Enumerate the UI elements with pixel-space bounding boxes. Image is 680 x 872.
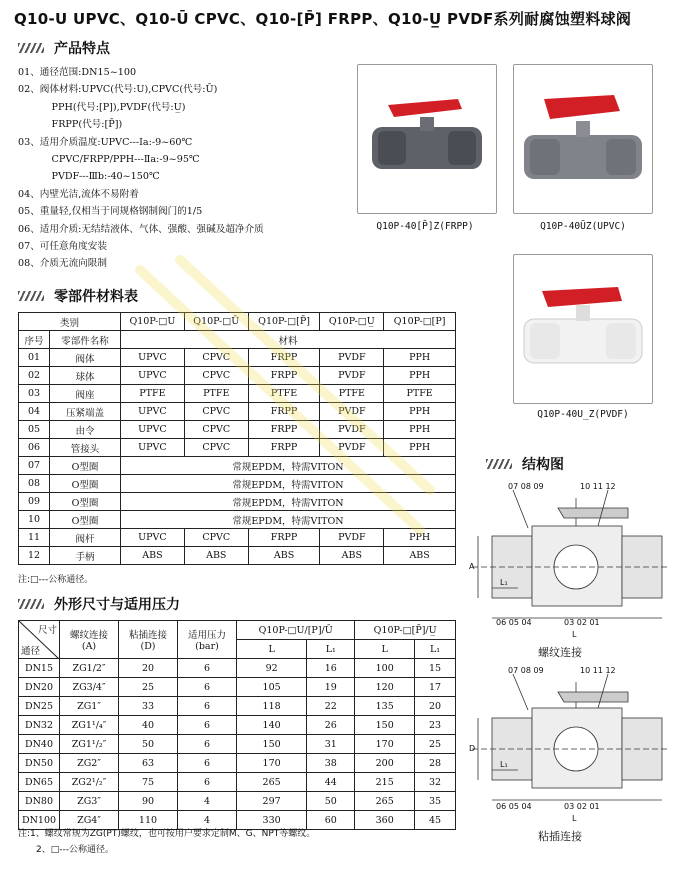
- table-cell: 150: [355, 716, 415, 735]
- table-cell: 265: [237, 773, 307, 792]
- table-cell: ABS: [384, 547, 456, 565]
- table-cell: 265: [355, 792, 415, 811]
- table-cell: 38: [307, 754, 355, 773]
- feature-item: 02、阀体材料:UPVC(代号:U),CPVC(代号:Ū): [18, 84, 218, 96]
- corner-top: 尺寸: [37, 625, 57, 636]
- stripe-icon: [18, 43, 44, 53]
- valve-image: [514, 65, 652, 213]
- table-cell: 11: [19, 529, 50, 547]
- diagram-threaded: [468, 478, 673, 658]
- diagram-caption: 粘插连接: [538, 830, 582, 843]
- table-header: 类别: [19, 313, 121, 331]
- table-row: [19, 547, 456, 565]
- table-cell: 常规EPDM，特需VITON: [121, 457, 456, 475]
- table-cell: 360: [355, 811, 415, 830]
- table-cell: O型圈: [50, 457, 121, 475]
- valve-image: [358, 65, 496, 213]
- table-cell: 09: [19, 493, 50, 511]
- section-materials-title: 零部件材料表: [54, 289, 138, 305]
- table-cell: 4: [178, 811, 237, 830]
- table-cell: 常规EPDM，特需VITON: [121, 493, 456, 511]
- section-materials-heading: [18, 286, 138, 306]
- table-cell: 75: [119, 773, 178, 792]
- valve-image: [514, 255, 652, 403]
- table-cell: PPH: [384, 529, 456, 547]
- table-cell: 31: [307, 735, 355, 754]
- feature-item: FRPP(代号:[P̄]): [18, 119, 123, 131]
- table-cell: ABS: [320, 547, 384, 565]
- feature-item: 05、重量轻,仅相当于同规格钢制阀门的1/5: [18, 206, 203, 218]
- table-cell: 100: [355, 659, 415, 678]
- table-cell: FRPP: [248, 439, 320, 457]
- table-cell: 19: [307, 678, 355, 697]
- table-header: Q10P-□[P̄]: [248, 313, 320, 331]
- table-row: [19, 403, 456, 421]
- table-header: 螺纹连接 (A): [60, 621, 119, 659]
- table-cell: 08: [19, 475, 50, 493]
- table-row: [19, 773, 456, 792]
- table-cell: 4: [178, 792, 237, 811]
- table-cell: PVDF: [320, 529, 384, 547]
- table-cell: 90: [119, 792, 178, 811]
- dim-label: L₁: [500, 760, 508, 769]
- table-header: 粘插连接 (D): [119, 621, 178, 659]
- table-cell: 215: [355, 773, 415, 792]
- table-header: L₁: [415, 640, 456, 659]
- table-header: Q10P-□[P]: [384, 313, 456, 331]
- table-cell: UPVC: [121, 403, 185, 421]
- stripe-icon: [18, 291, 44, 301]
- dim-label: D: [469, 744, 476, 753]
- table-cell: PTFE: [384, 385, 456, 403]
- stripe-icon: [18, 599, 44, 609]
- table-cell: PVDF: [320, 349, 384, 367]
- table-cell: 200: [355, 754, 415, 773]
- table-cell: 球体: [50, 367, 121, 385]
- table-cell: ZG1/2″: [60, 659, 119, 678]
- table-cell: CPVC: [184, 439, 248, 457]
- dims-note-1: 注:1、螺纹常规为ZG(PT)螺纹，也可按用户要求定制M、G、NPT等螺纹。: [18, 829, 316, 839]
- table-cell: 170: [355, 735, 415, 754]
- table-header: Q10P-□U/[P]/Ū: [237, 621, 355, 640]
- table-header: L: [237, 640, 307, 659]
- table-cell: ZG2″: [60, 754, 119, 773]
- table-row: [19, 754, 456, 773]
- section-dimensions-title: 外形尺寸与适用压力: [54, 597, 180, 613]
- table-cell: PPH: [384, 367, 456, 385]
- table-header: L₁: [307, 640, 355, 659]
- table-cell: 07: [19, 457, 50, 475]
- table-cell: DN25: [19, 697, 60, 716]
- table-cell: 6: [178, 773, 237, 792]
- dim-label: A: [469, 562, 475, 571]
- table-cell: 140: [237, 716, 307, 735]
- table-cell: ZG3/4″: [60, 678, 119, 697]
- table-row: [19, 349, 456, 367]
- table-cell: PVDF: [320, 439, 384, 457]
- table-row: [19, 511, 456, 529]
- table-cell: 110: [119, 811, 178, 830]
- table-cell: DN32: [19, 716, 60, 735]
- table-cell: 44: [307, 773, 355, 792]
- table-cell: 92: [237, 659, 307, 678]
- table-cell: 12: [19, 547, 50, 565]
- table-cell: 105: [237, 678, 307, 697]
- table-cell: FRPP: [248, 349, 320, 367]
- table-cell: 25: [415, 735, 456, 754]
- table-cell: DN20: [19, 678, 60, 697]
- table-cell: 常规EPDM，特需VITON: [121, 475, 456, 493]
- table-cell: 118: [237, 697, 307, 716]
- table-row: [19, 735, 456, 754]
- diagram-label: 03 02 01: [564, 618, 600, 627]
- table-cell: ZG1″: [60, 697, 119, 716]
- table-cell: O型圈: [50, 475, 121, 493]
- table-row: [19, 493, 456, 511]
- valve-section-drawing: [468, 478, 673, 638]
- photo-pvdf-valve: [513, 254, 653, 404]
- diagram-label: 06 05 04: [496, 802, 532, 811]
- table-header: 零部件名称: [50, 331, 121, 349]
- table-cell: 297: [237, 792, 307, 811]
- table-cell: 常规EPDM，特需VITON: [121, 511, 456, 529]
- section-structure-heading: [486, 454, 564, 474]
- table-cell: PTFE: [121, 385, 185, 403]
- table-cell: PVDF: [320, 367, 384, 385]
- table-cell: 63: [119, 754, 178, 773]
- section-dimensions-heading: [18, 594, 180, 614]
- table-cell: 6: [178, 659, 237, 678]
- photo-upvc-valve: [513, 64, 653, 214]
- table-row: [19, 716, 456, 735]
- feature-item: 04、内壁光洁,流体不易附着: [18, 188, 139, 200]
- table-cell: DN15: [19, 659, 60, 678]
- table-cell: 01: [19, 349, 50, 367]
- table-cell: 压紧端盖: [50, 403, 121, 421]
- table-cell: DN65: [19, 773, 60, 792]
- table-cell: PVDF: [320, 421, 384, 439]
- table-cell: 15: [415, 659, 456, 678]
- table-cell: PPH: [384, 421, 456, 439]
- table-header: Q10P-□[P̄]/U̲: [355, 621, 456, 640]
- table-cell: UPVC: [121, 367, 185, 385]
- table-cell: DN100: [19, 811, 60, 830]
- table-header: Q10P-□U̲: [320, 313, 384, 331]
- table-cell: CPVC: [184, 529, 248, 547]
- table-cell: PTFE: [184, 385, 248, 403]
- table-cell: ABS: [248, 547, 320, 565]
- table-cell: 20: [119, 659, 178, 678]
- table-cell: 330: [237, 811, 307, 830]
- table-cell: CPVC: [184, 421, 248, 439]
- table-cell: FRPP: [248, 403, 320, 421]
- table-row: [19, 385, 456, 403]
- table-cell: PPH: [384, 439, 456, 457]
- photo-caption: Q10P-40U̲Z(PVDF): [537, 409, 629, 420]
- table-cell: 6: [178, 754, 237, 773]
- table-cell: 35: [415, 792, 456, 811]
- table-cell: 03: [19, 385, 50, 403]
- table-cell: UPVC: [121, 421, 185, 439]
- table-cell: ZG1¹/₂″: [60, 735, 119, 754]
- table-header: 材料: [121, 331, 456, 349]
- table-cell: DN50: [19, 754, 60, 773]
- photo-caption: Q10P-40ŪZ(UPVC): [540, 221, 626, 232]
- table-cell: UPVC: [121, 529, 185, 547]
- feature-item: 07、可任意角度安装: [18, 241, 107, 253]
- diagram-label: 07 08 09: [508, 666, 544, 675]
- table-row: [19, 529, 456, 547]
- table-cell: 10: [19, 511, 50, 529]
- table-cell: ZG3″: [60, 792, 119, 811]
- table-cell: UPVC: [121, 439, 185, 457]
- table-cell: 45: [415, 811, 456, 830]
- table-cell: 170: [237, 754, 307, 773]
- table-header: L: [355, 640, 415, 659]
- table-cell: 由令: [50, 421, 121, 439]
- table-row: [19, 439, 456, 457]
- page-title: Q10-U UPVC、Q10-Ū CPVC、Q10-[P̄] FRPP、Q10-U̲ PVDF系列耐腐蚀塑料球阀: [14, 10, 632, 28]
- table-cell: FRPP: [248, 367, 320, 385]
- table-row: [19, 678, 456, 697]
- table-cell: 150: [237, 735, 307, 754]
- feature-item: PVDF---Ⅲb:-40~150℃: [18, 171, 160, 183]
- table-cell: 16: [307, 659, 355, 678]
- table-header: Q10P-□Ū: [184, 313, 248, 331]
- corner-bottom: 通径: [21, 646, 41, 657]
- table-cell: 6: [178, 697, 237, 716]
- section-features-heading: [18, 38, 110, 58]
- section-structure-title: 结构图: [522, 457, 564, 473]
- table-cell: 17: [415, 678, 456, 697]
- table-cell: 管接头: [50, 439, 121, 457]
- table-cell: 6: [178, 716, 237, 735]
- table-cell: ZG1¹/₄″: [60, 716, 119, 735]
- table-cell: 20: [415, 697, 456, 716]
- table-header: 序号: [19, 331, 50, 349]
- table-cell: 26: [307, 716, 355, 735]
- table-cell: DN40: [19, 735, 60, 754]
- parts-material-table: [18, 312, 456, 565]
- table-cell: 阀体: [50, 349, 121, 367]
- table-cell: 23: [415, 716, 456, 735]
- table-corner: [19, 621, 60, 659]
- table-row: [19, 457, 456, 475]
- table-cell: ABS: [121, 547, 185, 565]
- table-cell: ABS: [184, 547, 248, 565]
- feature-item: 08、介质无流向限制: [18, 258, 107, 270]
- table-cell: O型圈: [50, 493, 121, 511]
- table-cell: UPVC: [121, 349, 185, 367]
- diagram-caption: 螺纹连接: [538, 646, 582, 659]
- table-cell: 06: [19, 439, 50, 457]
- feature-list: [18, 64, 264, 273]
- stripe-icon: [486, 459, 512, 469]
- feature-item: 01、通径范围:DN15~100: [18, 67, 137, 78]
- dimension-table: [18, 620, 456, 830]
- diagram-socket: [468, 666, 673, 846]
- diagram-label: 10 11 12: [580, 666, 616, 675]
- table-cell: ZG4″: [60, 811, 119, 830]
- table-cell: PVDF: [320, 403, 384, 421]
- diagram-label: 06 05 04: [496, 618, 532, 627]
- table-cell: 40: [119, 716, 178, 735]
- dim-label: L₁: [500, 578, 508, 587]
- table-cell: CPVC: [184, 367, 248, 385]
- diagram-label: 10 11 12: [580, 482, 616, 491]
- parts-note: 注:□---公称通径。: [18, 575, 94, 585]
- dim-label: L: [572, 630, 577, 639]
- feature-item: CPVC/FRPP/PPH---Ⅱa:-9~95℃: [18, 154, 200, 166]
- table-cell: 50: [307, 792, 355, 811]
- table-cell: ZG2¹/₂″: [60, 773, 119, 792]
- table-cell: PTFE: [248, 385, 320, 403]
- photo-frpp-valve: [357, 64, 497, 214]
- table-cell: 32: [415, 773, 456, 792]
- table-cell: 04: [19, 403, 50, 421]
- table-cell: 22: [307, 697, 355, 716]
- table-cell: 60: [307, 811, 355, 830]
- table-cell: 50: [119, 735, 178, 754]
- table-cell: PPH: [384, 403, 456, 421]
- dim-label: L: [572, 814, 577, 823]
- table-row: [19, 421, 456, 439]
- diagram-label: 07 08 09: [508, 482, 544, 491]
- table-row: [19, 792, 456, 811]
- table-cell: 25: [119, 678, 178, 697]
- table-cell: 阀座: [50, 385, 121, 403]
- table-cell: 33: [119, 697, 178, 716]
- table-cell: 02: [19, 367, 50, 385]
- table-cell: DN80: [19, 792, 60, 811]
- table-cell: 手柄: [50, 547, 121, 565]
- table-cell: FRPP: [248, 421, 320, 439]
- feature-item: PPH(代号:[P]),PVDF(代号:U̲): [18, 101, 186, 113]
- table-row: [19, 367, 456, 385]
- table-header: 适用压力 (bar): [178, 621, 237, 659]
- table-cell: 120: [355, 678, 415, 697]
- feature-item: 06、适用介质:无结结液体、气体、强酸、强碱及超净介质: [18, 223, 264, 235]
- table-cell: PPH: [384, 349, 456, 367]
- table-row: [19, 659, 456, 678]
- table-cell: FRPP: [248, 529, 320, 547]
- table-row: [19, 475, 456, 493]
- table-cell: 阀杆: [50, 529, 121, 547]
- diagram-label: 03 02 01: [564, 802, 600, 811]
- table-cell: CPVC: [184, 349, 248, 367]
- table-cell: 28: [415, 754, 456, 773]
- table-cell: 6: [178, 735, 237, 754]
- dims-note-2: 2、□---公称通径。: [36, 845, 114, 855]
- table-cell: O型圈: [50, 511, 121, 529]
- table-header: Q10P-□U: [121, 313, 185, 331]
- table-row: [19, 697, 456, 716]
- table-cell: 135: [355, 697, 415, 716]
- table-cell: PTFE: [320, 385, 384, 403]
- table-cell: 6: [178, 678, 237, 697]
- feature-item: 03、适用介质温度:UPVC---Ⅰa:-9~60℃: [18, 136, 193, 148]
- table-cell: CPVC: [184, 403, 248, 421]
- section-features-title: 产品特点: [54, 41, 110, 57]
- table-cell: 05: [19, 421, 50, 439]
- photo-caption: Q10P-40[P̄]Z(FRPP): [376, 221, 474, 232]
